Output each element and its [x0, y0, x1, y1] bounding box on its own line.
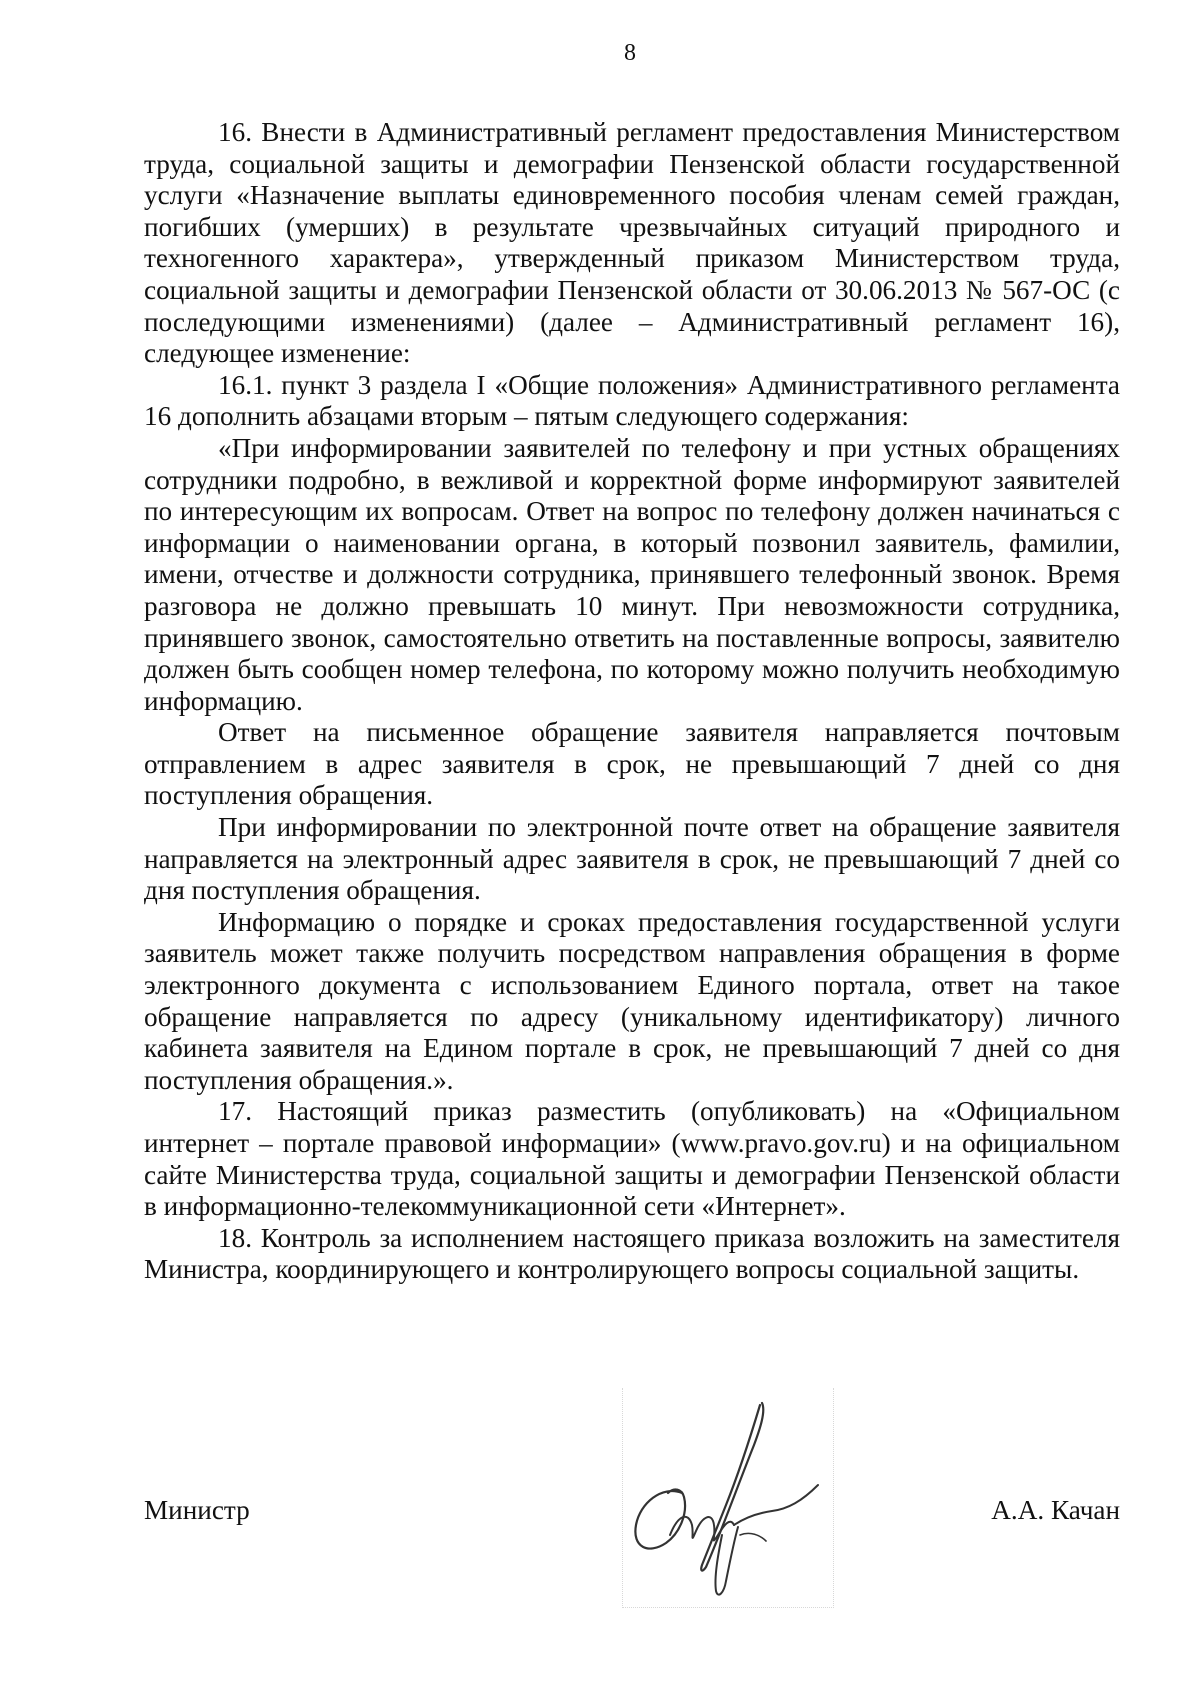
paragraph-16-1: 16.1. пункт 3 раздела I «Общие положения» Административного регламента 16 дополнить абзацами вторым – пятым следующего содержания: [144, 369, 1120, 432]
paragraph-quote-written: Ответ на письменное обращение заявителя направляется почтовым отправлением в адрес заявителя в срок, не превышающий 7 дней со дня поступления обращения. [144, 717, 1120, 811]
page-number: 8 [624, 40, 636, 66]
document-body [144, 117, 1120, 1286]
paragraph-quote-portal: Информацию о порядке и сроках предоставления государственной услуги заявитель может также получить посредством направления обращения в форме электронного документа с использованием Единого портала, ответ на такое обращение направляется по адресу (уникальному идентификатору) личного кабинета заявителя на Едином портале в срок, не превышающий 7 дней со дня поступления обращения.». [144, 906, 1120, 1095]
paragraph-17: 17. Настоящий приказ разместить (опубликовать) на «Официальном интернет – портале правовой информации» (www.pravo.gov.ru) и на официальном сайте Министерства труда, социальной защиты и демографии Пензенской области в информационно-телекоммуникационной сети «Интернет». [144, 1096, 1120, 1222]
paragraph-16: 16. Внести в Административный регламент предоставления Министерством труда, социальной защиты и демографии Пензенской области государственной услуги «Назначение выплаты единовременного пособия членам семей граждан, погибших (умерших) в результате чрезвычайных ситуаций природного и техногенного характера», утвержденный приказом Министерством труда, социальной защиты и демографии Пензенской области от 30.06.2013 № 567-ОС (с последующими изменениями) (далее – Административный регламент 16), следующее изменение: [144, 117, 1120, 369]
signature-block [144, 1492, 1120, 1532]
paragraph-quote-email: При информировании по электронной почте ответ на обращение заявителя направляется на электронный адрес заявителя в срок, не превышающий 7 дней со дня поступления обращения. [144, 812, 1120, 906]
signatory-title: Министр [144, 1495, 250, 1525]
paragraph-18: 18. Контроль за исполнением настоящего приказа возложить на заместителя Министра, координирующего и контролирующего вопросы социальной защиты. [144, 1222, 1120, 1285]
signatory-name: А.А. Качан [991, 1495, 1120, 1525]
paragraph-quote-phone: «При информировании заявителей по телефону и при устных обращениях сотрудники подробно, в вежливой и корректной форме информируют заявителей по интересующим их вопросам. Ответ на вопрос по телефону должен начинаться с информации о наименовании органа, в который позвонил заявитель, фамилии, имени, отчестве и должности сотрудника, принявшего телефонный звонок. Время разговора не должно превышать 10 минут. При невозможности сотрудника, принявшего звонок, самостоятельно ответить на поставленные вопросы, заявителю должен быть сообщен номер телефона, по которому можно получить необходимую информацию. [144, 432, 1120, 716]
